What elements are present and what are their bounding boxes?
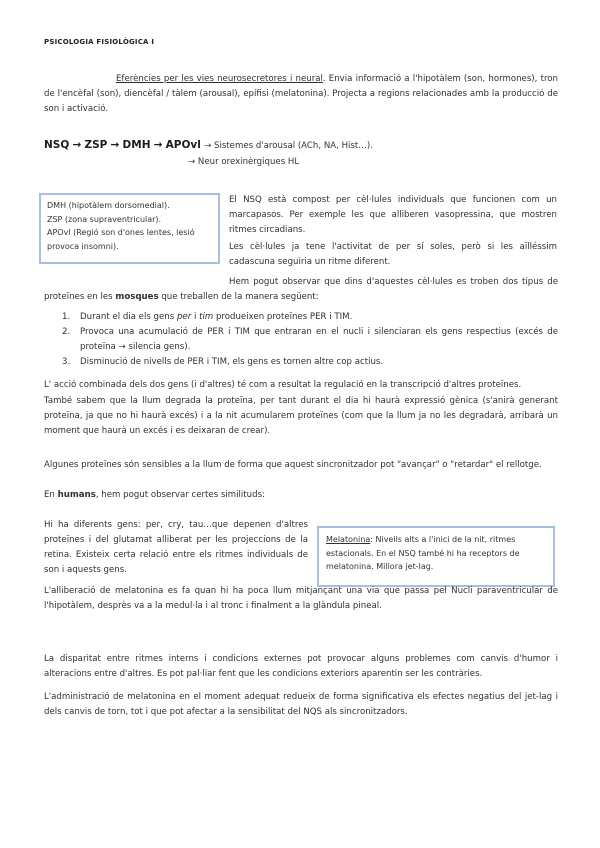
melatonin-text: : Nivells alts a l'inici de la nit, ritmes estacionals. En el NSQ també hi ha receptors de melatonina. Millora jet-lag. [326, 535, 520, 571]
intro-paragraph [44, 72, 558, 117]
proteins-intro: Hem pogut observar que dins d'aquestes cèl·lules es troben dos tipus de proteïnes en les mosques que treballen de la manera següent: [44, 277, 558, 302]
abbrev-apovl: APOvl (Regió son d'ones lentes, lesió provoca insomni). [47, 228, 195, 251]
step-1: 1. Durant el dia els gens per i tim produeixen proteïnes PER i TIM. [62, 312, 353, 322]
admin-paragraph: L'administració de melatonina en el moment adequat redueix de forma significativa els efectes negatius del jet-lag i dels canvis de torn, tot i que pot afectar a la sensibilitat del NQS als sincronitzadors. [44, 692, 558, 717]
steps-list [44, 310, 558, 370]
pathway-chain [44, 139, 373, 151]
chain-arrow-2: → [110, 139, 120, 151]
chain-dmh: DMH [122, 139, 151, 151]
disparity-paragraph: La disparitat entre ritmes interns i condicions externes pot provocar alguns problemes com canvis d'humor i alteracions entre d'altres. Es pot pal·liar fent que les condicions exteriors aparentin ser les contràries. [44, 654, 558, 679]
melatonin-box [317, 526, 555, 587]
pathway-target-arousal: → Sistemes d'arousal (ACh, NA, Hist…). [204, 141, 373, 151]
chain-apovl: APOvl [165, 139, 201, 151]
intro-underlined: Eferències per les vies neurosecretores i neural [116, 74, 323, 84]
humans-intro: En humans, hem pogut observar certes similituds: [44, 490, 265, 500]
chain-arrow-1: → [72, 139, 82, 151]
step-2: 2. Provoca una acumulació de PER i TIM que entraran en el nucli i silenciaran els gens respectius (excés de proteïna → silencia gens). [62, 327, 558, 352]
sync-paragraph: Algunes proteïnes són sensibles a la llum de forma que aquest sincronitzador pot "avançar" o "retardar" el rellotge. [44, 460, 542, 470]
humans-highlight: humans [57, 490, 96, 500]
pathway-target-orexin: → Neur orexinèrgiques HL [188, 157, 300, 167]
step-3: 3. Disminució de nivells de PER i TIM, els gens es tornen altre cop actius. [62, 357, 384, 367]
light-paragraph: També sabem que la llum degrada la proteïna, per tant durant el dia hi haurà expressió gènica (s'anirà generant proteïna, ja que no hi haurà excés) i a la nit acumularem proteïnes (com que la llum ja no les degradarà, arribarà un moment que haurà un excés i es deixaran de crear). [44, 396, 558, 436]
mosques-highlight: mosques [115, 292, 159, 302]
abbrev-zsp: ZSP (zona supraventricular). [47, 214, 162, 224]
genes-paragraph: Hi ha diferents gens: per, cry, tau…que depenen d'altres proteïnes i del glutamat alliberat per les projeccions de la retina. Existeix certa relació entre els ritmes individuals de son i aquests gens. [44, 520, 308, 575]
combined-paragraph: L' acció combinada dels dos gens (i d'altres) té com a resultat la regulació en la transcripció d'altres proteïnes. [44, 380, 522, 390]
intro-text: . Envia informació a l'hipotàlem (son, hormones), tron de l'encèfal (son), diencèfal / tàlem (arousal), epífisi (melatonina). Projecta a regions relacionades amb la producció de son i activació. [44, 74, 558, 114]
document-header: PSICOLOGIA FISIOLÒGICA I [44, 38, 155, 46]
nsq-paragraph: El NSQ està compost per cèl·lules individuals que funcionen com un marcapasos. Per exemple les que alliberen vasopressina, que mostren ritmes circadians. [229, 195, 557, 235]
chain-nsq: NSQ [44, 139, 70, 151]
abbrev-dmh: DMH (hipotàlem dorsomedial). [47, 201, 170, 210]
chain-arrow-3: → [153, 139, 163, 151]
abbreviations-box [39, 193, 220, 264]
release-paragraph: L'alliberació de melatonina es fa quan hi ha poca llum mitjançant una via que passa pel Nucli paraventricular de l'hipotàlem, desprès va a la medul·la i al tronc i finalment a la glàndula pineal. [44, 586, 558, 611]
chain-zsp: ZSP [84, 139, 108, 151]
melatonin-title: Melatonina [326, 535, 371, 544]
cells-paragraph: Les cèl·lules ja tene l'activitat de per sí soles, però si les aïlléssim cadascuna seguiria un ritme diferent. [229, 242, 557, 267]
